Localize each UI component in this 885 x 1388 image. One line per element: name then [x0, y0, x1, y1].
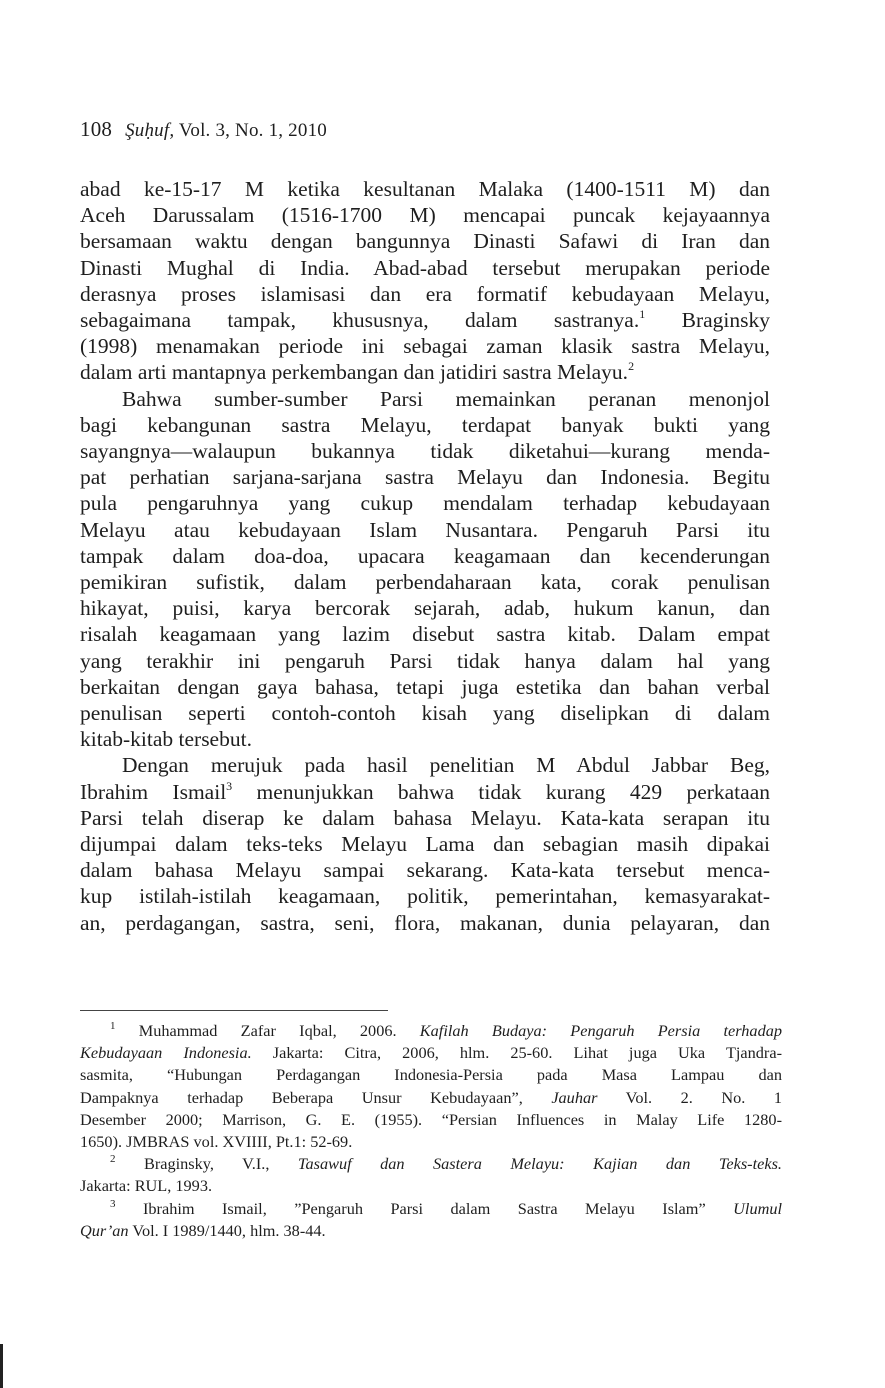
footnote-line: Jakarta: RUL, 1993.	[80, 1176, 213, 1196]
text-line: derasnya proses islamisasi dan era formatif kebudayaan Melayu,	[80, 281, 770, 306]
text-line: abad ke-15-17 M ketika kesultanan Malaka (1400-1511 M) dan	[80, 177, 770, 201]
text-line: sayangnya—walaupun bukannya tidak diketahui—kurang menda-	[80, 439, 770, 464]
text-line: an, perdagangan, sastra, seni, flora, makanan, dunia pelayaran, dan	[80, 910, 770, 935]
text-line: bersamaan waktu dengan bangunnya Dinasti Safawi di Iran dan	[80, 229, 770, 254]
text-fragment: Vol. I 1989/1440, hlm. 38-44.	[128, 1220, 326, 1240]
text-line: bagi kebangunan sastra Melayu, terdapat banyak bukti yang	[80, 412, 770, 437]
text-line: berkaitan dengan gaya bahasa, tetapi juga estetika dan bahan verbal	[80, 674, 770, 699]
footnote-line: Desember 2000; Marrison, G. E. (1955). “Persian Influences in Malay Life 1280-	[80, 1109, 782, 1129]
paragraph-1	[80, 176, 770, 386]
text-line: dalam bahasa Melayu sampai sekarang. Kata-kata tersebut menca-	[80, 858, 770, 883]
text-line: Dengan merujuk pada hasil penelitian M Abdul Jabbar Beg,	[122, 753, 770, 778]
text-line: risalah keagamaan yang lazim disebut sastra kitab. Dalam empat	[80, 622, 770, 647]
footnote-number: 1	[110, 1020, 116, 1032]
footnotes	[80, 1020, 782, 1242]
text-fragment: Ibrahim Ismail, ”Pengaruh Parsi dalam Sastra Melayu Islam”	[115, 1198, 734, 1218]
body-text	[80, 176, 770, 936]
footnote-line	[80, 1020, 782, 1042]
paragraph-3	[80, 752, 770, 935]
journal-title: Jauhar	[551, 1087, 598, 1107]
journal-title: Ulumul	[733, 1198, 782, 1218]
text-fragment: Muhammad Zafar Iqbal, 2006.	[115, 1021, 420, 1040]
text-line: (1998) menamakan periode ini sebagai zaman klasik sastra Melayu,	[80, 334, 770, 359]
book-title: Kafilah Budaya: Pengaruh Persia terhadap	[419, 1021, 782, 1040]
text-line: pula pengaruhnya yang cukup mendalam terhadap kebudayaan	[80, 491, 770, 516]
book-title: Kebudayaan Indonesia.	[80, 1043, 252, 1063]
text-line: tampak dalam doa-doa, upacara keagamaan dan kecenderungan	[80, 543, 770, 568]
footnote-ref-2[interactable]: 2	[628, 359, 635, 374]
text-line: Aceh Darussalam (1516-1700 M) mencapai puncak kejayaannya	[80, 203, 770, 228]
text-fragment: Ibrahim Ismail	[80, 779, 227, 804]
text-line	[80, 359, 770, 385]
text-line: Melayu atau kebudayaan Islam Nusantara. Pengaruh Parsi itu	[80, 517, 770, 542]
running-header	[80, 117, 327, 142]
footnote-2	[80, 1153, 782, 1197]
text-line: penulisan seperti contoh-contoh kisah yang diselipkan di dalam	[80, 701, 770, 726]
footnote-1	[80, 1020, 782, 1153]
text-fragment: Vol. 2. No. 1	[597, 1087, 782, 1107]
text-line	[80, 307, 770, 333]
text-fragment: Dampaknya terhadap Beberapa Unsur Kebudayaan”,	[80, 1087, 552, 1107]
footnote-line	[80, 1198, 782, 1220]
footnote-ref-1[interactable]: 1	[639, 307, 646, 322]
footnote-line	[80, 1220, 782, 1242]
text-line	[80, 779, 770, 805]
text-fragment: Braginsky, V.I.,	[115, 1154, 298, 1174]
text-fragment: Braginsky	[645, 308, 770, 333]
text-line: Bahwa sumber-sumber Parsi memainkan peranan menonjol	[122, 386, 770, 411]
footnote-number: 2	[110, 1153, 116, 1166]
footnote-line	[80, 1153, 782, 1175]
footnote-line: 1650). JMBRAS vol. XVIIII, Pt.1: 52-69.	[80, 1132, 353, 1152]
text-line: yang terakhir ini pengaruh Parsi tidak hanya dalam hal yang	[80, 648, 770, 673]
journal-title: Qur’an	[80, 1220, 129, 1240]
text-fragment: Jakarta: Citra, 2006, hlm. 25-60. Lihat juga Uka Tjandra-	[251, 1043, 782, 1063]
scan-edge-mark	[0, 1344, 3, 1388]
footnote-divider	[80, 1010, 388, 1011]
text-line: pat perhatian sarjana-sarjana sastra Melayu dan Indonesia. Begitu	[80, 465, 770, 490]
book-title: Tasawuf dan Sastera Melayu: Kajian dan Teks-teks.	[297, 1154, 782, 1174]
footnote-line	[80, 1042, 782, 1064]
journal-volume: Vol. 3, No. 1, 2010	[178, 120, 327, 141]
page-number: 108	[80, 117, 113, 141]
footnote-ref-3[interactable]: 3	[226, 778, 233, 793]
footnote-line: sasmita, “Hubungan Perdagangan Indonesia-Persia pada Masa Lampau dan	[80, 1065, 782, 1085]
footnote-3	[80, 1198, 782, 1242]
journal-name: Şuḥuf,	[125, 120, 175, 141]
footnote-number: 3	[110, 1197, 116, 1210]
text-line: Dinasti Mughal di India. Abad-abad tersebut merupakan periode	[80, 255, 770, 280]
paragraph-2	[80, 386, 770, 753]
text-line: Parsi telah diserap ke dalam bahasa Melayu. Kata-kata serapan itu	[80, 805, 770, 830]
text-fragment: menunjukkan bahwa tidak kurang 429 perkataan	[232, 779, 770, 804]
text-line: pemikiran sufistik, dalam perbendaharaan kata, corak penulisan	[80, 570, 770, 595]
text-line: dijumpai dalam teks-teks Melayu Lama dan sebagian masih dipakai	[80, 832, 770, 857]
text-fragment: sebagaimana tampak, khususnya, dalam sastranya.	[80, 308, 640, 333]
text-line: kup istilah-istilah keagamaan, politik, pemerintahan, kemasyarakat-	[80, 884, 770, 909]
footnote-line	[80, 1087, 782, 1109]
text-line: kitab-kitab tersebut.	[80, 727, 252, 752]
text-fragment: dalam arti mantapnya perkembangan dan jatidiri sastra Melayu.	[80, 360, 629, 385]
text-line: hikayat, puisi, karya bercorak sejarah, adab, hukum kanun, dan	[80, 596, 770, 621]
